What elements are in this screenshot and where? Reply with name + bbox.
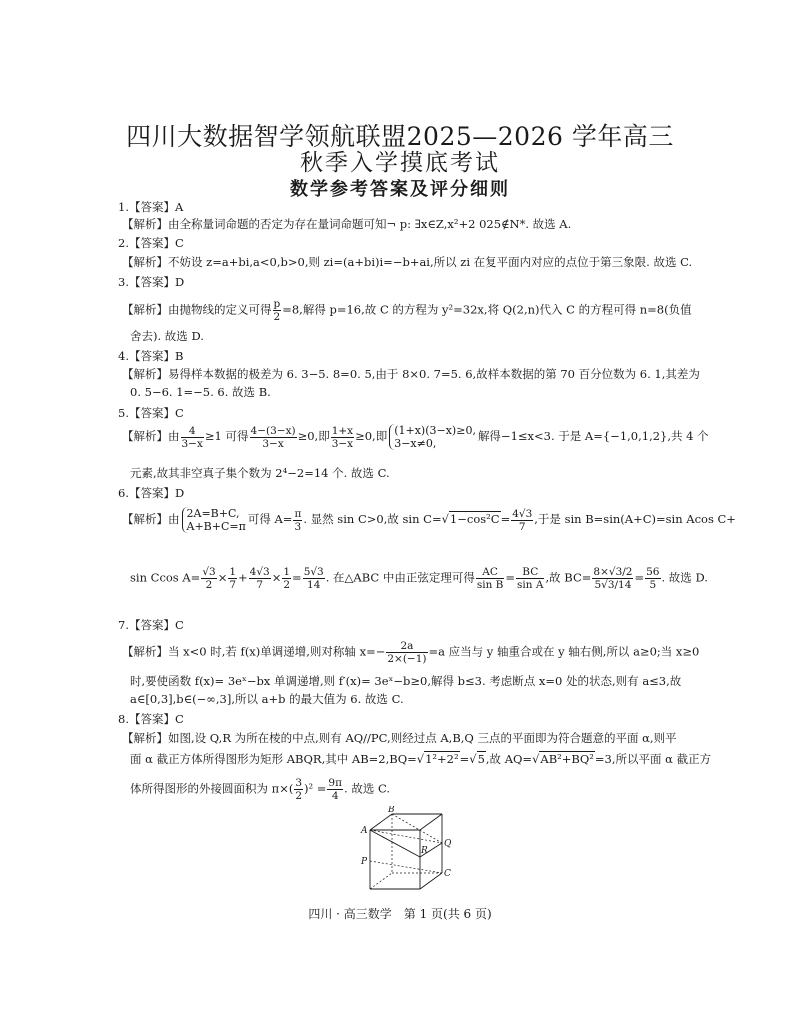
q3-answer (118, 275, 184, 290)
q3-analysis (122, 298, 692, 323)
text-segment: 2A=B+C, (186, 507, 240, 520)
text-segment: = (505, 570, 516, 585)
text-segment: = (634, 570, 645, 585)
q4-analysis-cont: 0. 5−6. 1=−5. 6. 故选 B. (130, 385, 271, 399)
text-segment: 【答案】 (128, 275, 175, 289)
text-segment: 【答案】 (128, 712, 175, 726)
text-segment: ≥0,即 (355, 429, 388, 443)
text-segment: 3 (295, 777, 303, 789)
text-segment: =a 应当与 y 轴重合或在 y 轴右侧,所以 a≥0;当 x≥0 (428, 644, 700, 659)
text-segment: π (294, 507, 302, 520)
text-segment: 由抛物线的定义可得 (168, 302, 272, 317)
text-segment: 7 (229, 579, 237, 591)
text-segment: 7 (256, 579, 264, 591)
text-segment: 【答案】 (128, 618, 175, 632)
text-segment (182, 507, 246, 533)
fraction (250, 425, 297, 450)
text-segment: 7. (118, 618, 129, 632)
q4-analysis (122, 367, 700, 382)
exam-subtitle: 秋季入学摸底考试 (300, 150, 500, 176)
text-segment: sin B (476, 579, 504, 591)
text-segment: 【解析】 (122, 367, 168, 381)
text-segment: C (174, 236, 184, 250)
text-segment: AB²+BQ² (540, 752, 594, 766)
q2-answer (118, 236, 184, 251)
q3-analysis-cont: 舍去). 故选 D. (130, 329, 204, 343)
label-b: B (388, 806, 395, 815)
text-segment: ≥0,即 (297, 429, 330, 443)
text-segment: D (174, 275, 185, 289)
text-segment: 5√3/14 (594, 579, 632, 591)
text-segment: ≥1 可得 (204, 429, 249, 443)
text-segment: 4√3 (512, 507, 533, 520)
text-segment: + (238, 570, 248, 585)
text-segment: 3−x≠0, (394, 437, 437, 450)
text-segment: = (292, 570, 302, 585)
text-segment: 面 α 截正方体所得图形为矩形 ABQR,其中 AB=2,BQ= (130, 752, 417, 766)
text-segment: AC (476, 566, 505, 579)
q5-answer (118, 406, 184, 421)
text-segment: 8. (118, 712, 129, 726)
text-segment: )² = (304, 781, 327, 796)
text-segment: 1−cos²C (449, 512, 500, 526)
exam-title: 四川大数据智学领航联盟2025—2026 学年高三 (126, 122, 674, 151)
text-segment: 2a (386, 640, 427, 653)
text-segment: . 故选 C. (344, 781, 391, 796)
text-segment: 1 (283, 566, 291, 578)
text-segment: 由全称量词命题的否定为存在量词命题可知¬ p: ∃x∈Z,x²+2 025∉N*. 故选 A. (168, 217, 572, 231)
fraction (293, 508, 302, 533)
text-segment: 【解析】 (122, 512, 168, 526)
text-segment: . 显然 sin C>0,故 sin C= (303, 512, 442, 526)
text-segment: × (271, 570, 282, 585)
q4-answer (118, 349, 183, 364)
q6-answer (118, 486, 184, 501)
text-segment: 6. (118, 486, 129, 500)
q8-analysis-cont: 面 α 截正方体所得图形为矩形 ABQR,其中 AB=2,BQ=√1²+2²=√5,故 AQ=√AB²+BQ²=3,所以平面 α 截正方 (130, 752, 712, 766)
page-footer: 四川 · 高三数学 第 1 页(共 6 页) (308, 907, 492, 921)
text-segment: A+B+C=π (186, 520, 246, 533)
text-segment: 2 (295, 790, 303, 802)
text-segment: ,于是 sin B=sin(A+C)=sin Acos C+ (534, 512, 736, 526)
text-segment: =3,所以平面 α 截正方 (594, 752, 712, 766)
q7-analysis (122, 640, 699, 665)
text-segment: 3−x (331, 437, 354, 450)
text-segment: 2×(−1) (387, 653, 427, 665)
text-segment: 2. (118, 236, 129, 250)
label-q: Q (444, 839, 452, 849)
equation-system (389, 424, 476, 450)
fraction (386, 640, 427, 665)
text-segment: 2 (205, 579, 213, 591)
text-segment: 如图,设 Q,R 为所在棱的中点,则有 AQ//PC,则经过点 A,B,Q 三点的平面即为符合题意的平面 α,则平 (168, 731, 677, 745)
text-segment: 由 (168, 512, 180, 526)
text-segment: C (174, 406, 184, 420)
text-segment: 3−x (181, 437, 203, 450)
text-segment: 4 (181, 425, 204, 438)
text-segment: ,故 BC= (545, 570, 592, 585)
fraction (516, 566, 544, 591)
text-segment: 5. (118, 406, 129, 420)
text-segment: 【解析】 (122, 217, 168, 231)
text-segment: 4 (331, 790, 339, 802)
text-segment: 4. (118, 349, 129, 363)
text-segment: 5√3 (303, 566, 324, 578)
fraction (645, 566, 660, 591)
q6-analysis-cont (130, 566, 708, 591)
text-segment: 5 (649, 579, 657, 591)
label-c: C (444, 869, 451, 879)
fraction (303, 566, 325, 591)
fraction (201, 566, 216, 591)
text-segment: × (217, 570, 228, 585)
text-segment: 【解析】 (122, 429, 168, 443)
text-segment: 5 (477, 752, 485, 766)
q8-answer (118, 712, 184, 727)
text-segment: 7 (518, 520, 526, 533)
label-a: A (361, 826, 368, 836)
q1-analysis (122, 217, 571, 232)
text-segment: 【解析】 (122, 255, 168, 269)
text-segment: 易得样本数据的极差为 6. 3−5. 8=0. 5,由于 8×0. 7=5. 6,故样本数据的第 70 百分位数为 6. 1,其差为 (168, 367, 700, 381)
text-segment: 1²+2² (425, 752, 459, 766)
fraction (282, 566, 291, 591)
text-segment: 【答案】 (128, 486, 175, 500)
text-segment: 4√3 (249, 566, 270, 578)
text-segment: 3 (294, 520, 302, 533)
q5-analysis (122, 424, 709, 450)
text-segment: C (174, 712, 184, 726)
q7-answer (118, 618, 184, 633)
text-segment: 【答案】 (128, 349, 175, 363)
text-segment: 不妨设 z=a+bi,a<0,b>0,则 zi=(a+bi)i=−b+ai,所以 zi 在复平面内对应的点位于第三象限. 故选 C. (168, 255, 693, 269)
label-p: P (361, 857, 368, 867)
text-segment: 4−(3−x) (250, 424, 296, 437)
fraction (181, 425, 204, 450)
fraction (592, 566, 633, 591)
q2-analysis (122, 255, 692, 270)
fraction (331, 425, 354, 450)
q8-analysis (122, 731, 677, 746)
text-segment: p (273, 298, 281, 310)
fraction (273, 298, 282, 323)
text-segment: 【答案】 (128, 406, 175, 420)
text-segment: 8×√3/2 (593, 566, 633, 578)
fraction (511, 508, 533, 533)
text-segment: 1+x (331, 424, 354, 437)
text-segment: (1+x)(3−x)≥0, (394, 424, 476, 437)
text-segment: 14 (307, 579, 321, 591)
text-segment: 【答案】 (128, 236, 175, 250)
text-segment: C (174, 618, 184, 632)
q6-analysis: 【解析】由 2A=B+C, A+B+C=π 可得 A= $\frac{\pi}{3}$ . 显然 sin C>0,故 sin C=√1−cos²C= $\frac{4√3}{7}$ ,于是 sin B=sin(A+C)=sin Acos C+ (122, 507, 736, 533)
text-segment: D (174, 486, 185, 500)
text-segment: 9π (328, 777, 343, 789)
text-segment: ,故 AQ= (485, 752, 533, 766)
q7-analysis-cont: 时,要使函数 f(x)= 3eˣ−bx 单调递增,则 f′(x)= 3eˣ−b≥0,解得 b≤3. 考虑断点 x=0 处的状态,则有 a≤3,故 (130, 674, 682, 688)
fraction (327, 777, 343, 802)
text-segment: 【解析】 (122, 731, 168, 745)
fraction (228, 566, 237, 591)
text-segment: 1. (118, 200, 129, 214)
text-segment: =8,解得 p=16,故 C 的方程为 y²=32x,将 Q(2,n)代入 C 的方程可得 n=8(负值 (282, 302, 692, 317)
text-segment: 56 (646, 566, 660, 578)
answer-key-heading: 数学参考答案及评分细则 (290, 179, 510, 200)
text-segment: 由 (168, 429, 180, 443)
q7-analysis-cont2: a∈[0,3],b∈(−∞,3],所以 a+b 的最大值为 6. 故选 C. (130, 692, 404, 706)
text-segment: BC (516, 566, 544, 579)
text-segment: 【解析】 (122, 644, 168, 659)
text-segment: 3. (118, 275, 129, 289)
text-segment: = (500, 512, 511, 526)
text-segment: 可得 A= (247, 512, 293, 526)
q1-answer (118, 200, 183, 215)
text-segment: . 在△ABC 中由正弦定理可得 (325, 570, 475, 585)
text-segment: 2 (273, 311, 281, 323)
text-segment: 【答案】 (128, 200, 175, 214)
text-segment: 3−x (262, 437, 284, 450)
text-segment: B (174, 349, 184, 363)
text-segment: 当 x<0 时,若 f(x)单调递增,则对称轴 x=− (168, 644, 386, 659)
text-segment: 1 (229, 566, 237, 578)
text-segment: √3 (202, 566, 216, 578)
fraction (294, 777, 303, 802)
text-segment: 解得−1≤x<3. 于是 A={−1,0,1,2},共 4 个 (477, 429, 709, 443)
text-segment: . 故选 D. (661, 570, 708, 585)
text-segment: 体所得图形的外接圆面积为 π×( (130, 781, 294, 796)
text-segment: 2 (283, 579, 291, 591)
text-segment: = (459, 752, 470, 766)
q5-analysis-cont: 元素,故其非空真子集个数为 2⁴−2=14 个. 故选 C. (130, 466, 390, 480)
fraction (476, 566, 505, 591)
text-segment: A (174, 200, 184, 214)
text-segment: 【解析】 (122, 302, 168, 317)
cube-figure (352, 806, 462, 898)
fraction (249, 566, 271, 591)
text-segment: sin A (517, 579, 544, 591)
q8-analysis-cont2 (130, 777, 390, 802)
text-segment: sin Ccos A= (130, 570, 201, 585)
label-r: R (421, 846, 428, 856)
